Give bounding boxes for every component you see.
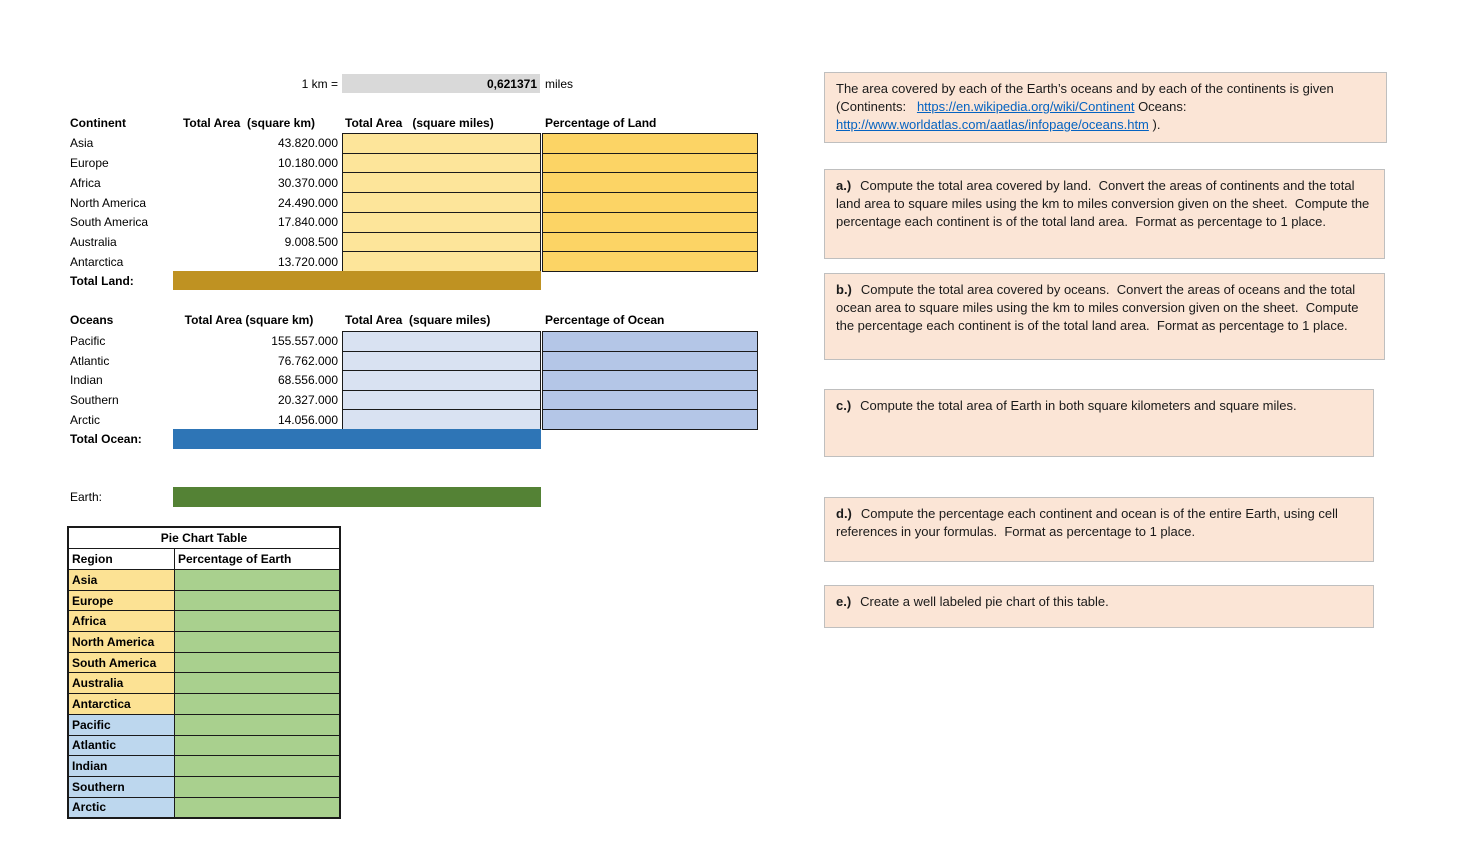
pie-value-cell[interactable] bbox=[175, 715, 339, 735]
pie-value-cell[interactable] bbox=[175, 673, 339, 693]
continent-name: South America bbox=[70, 215, 149, 230]
ocean-name: Arctic bbox=[70, 413, 100, 428]
table-row bbox=[69, 611, 339, 632]
land-miles-cell[interactable] bbox=[343, 134, 540, 154]
intro-text-2: Oceans: bbox=[1134, 99, 1191, 114]
pie-region-cell[interactable]: Southern bbox=[69, 777, 175, 797]
table-row[interactable] bbox=[70, 212, 338, 232]
land-miles-cell[interactable] bbox=[343, 213, 540, 233]
land-percentage-cell[interactable] bbox=[543, 252, 757, 271]
continents-link[interactable]: https://en.wikipedia.org/wiki/Continent bbox=[916, 99, 1135, 114]
ocean-miles-cell[interactable] bbox=[343, 332, 540, 352]
pie-region-cell[interactable]: Europe bbox=[69, 591, 175, 611]
pie-value-cell[interactable] bbox=[175, 756, 339, 776]
area-km-value: 155.557.000 bbox=[271, 333, 338, 348]
land-percentage-cell[interactable] bbox=[543, 213, 757, 233]
table-row[interactable] bbox=[70, 331, 338, 351]
land-rows bbox=[70, 133, 338, 272]
area-km-value: 30.370.000 bbox=[277, 175, 338, 190]
ocean-miles-cell[interactable] bbox=[343, 391, 540, 411]
area-km-value: 13.720.000 bbox=[277, 255, 338, 270]
pie-value-cell[interactable] bbox=[175, 777, 339, 797]
ocean-percentage-cell[interactable] bbox=[543, 410, 757, 429]
intro-text-3: ). bbox=[1148, 117, 1161, 132]
instruction-a-text: Compute the total area covered by land. Convert the areas of continents and the total land area to square miles using the km to miles conversion given on the sheet. Compute the percentage each continent is of the total land area. Format as percentage to 1 place. bbox=[836, 178, 1373, 229]
table-row bbox=[69, 777, 339, 798]
table-row bbox=[69, 715, 339, 736]
pie-value-cell[interactable] bbox=[175, 611, 339, 631]
ocean-header-area-km: Total Area (square km) bbox=[184, 313, 314, 327]
ocean-percentage-cell[interactable] bbox=[543, 391, 757, 411]
instruction-c-note bbox=[824, 389, 1374, 457]
pie-region-cell[interactable]: South America bbox=[69, 653, 175, 673]
table-row[interactable] bbox=[70, 173, 338, 193]
table-row[interactable] bbox=[70, 153, 338, 173]
instruction-a-prefix: a.) bbox=[836, 178, 852, 193]
land-miles-cell[interactable] bbox=[343, 252, 540, 271]
table-row[interactable] bbox=[70, 133, 338, 153]
table-row[interactable] bbox=[70, 232, 338, 252]
area-km-value: 76.762.000 bbox=[277, 353, 338, 368]
continent-name: Antarctica bbox=[70, 255, 124, 270]
instruction-a-note bbox=[824, 169, 1385, 259]
pie-region-cell[interactable]: Atlantic bbox=[69, 736, 175, 756]
table-row bbox=[69, 694, 339, 715]
area-km-value: 14.056.000 bbox=[277, 413, 338, 428]
km-conversion-unit: miles bbox=[545, 77, 574, 91]
ocean-miles-cell[interactable] bbox=[343, 410, 540, 429]
land-miles-cell[interactable] bbox=[343, 154, 540, 174]
area-km-value: 10.180.000 bbox=[277, 155, 338, 170]
instruction-d-note bbox=[824, 497, 1374, 562]
total-ocean-label: Total Ocean: bbox=[70, 432, 142, 446]
earth-label: Earth: bbox=[70, 490, 103, 504]
pie-value-cell[interactable] bbox=[175, 798, 339, 818]
table-row[interactable] bbox=[70, 252, 338, 272]
ocean-header-area-miles: Total Area (square miles) bbox=[345, 313, 491, 327]
pie-header-region: Region bbox=[69, 549, 175, 569]
ocean-rows bbox=[70, 331, 338, 430]
instruction-d-prefix: d.) bbox=[836, 506, 852, 521]
land-miles-cell[interactable] bbox=[343, 233, 540, 253]
instruction-b-prefix: b.) bbox=[836, 282, 852, 297]
total-ocean-bar[interactable] bbox=[173, 429, 541, 449]
pie-value-cell[interactable] bbox=[175, 736, 339, 756]
continent-name: Europe bbox=[70, 155, 109, 170]
instruction-b-text: Compute the total area covered by oceans. Convert the areas of oceans and the total ocean area to square miles using the km to miles conversion given on the sheet. Compute the percentage each continent is of the total land area. Format as percentage to 1 place. bbox=[836, 282, 1363, 333]
instruction-b-note bbox=[824, 273, 1385, 360]
instruction-c-text: Compute the total area of Earth in both square kilometers and square miles. bbox=[860, 398, 1297, 413]
ocean-percentage-column bbox=[542, 331, 758, 430]
continent-name: Australia bbox=[70, 235, 117, 250]
ocean-name: Atlantic bbox=[70, 353, 110, 368]
land-header-percentage: Percentage of Land bbox=[545, 116, 657, 130]
area-km-value: 17.840.000 bbox=[277, 215, 338, 230]
area-km-value: 43.820.000 bbox=[277, 135, 338, 150]
land-percentage-cell[interactable] bbox=[543, 193, 757, 213]
pie-value-cell[interactable] bbox=[175, 591, 339, 611]
table-row[interactable] bbox=[70, 371, 338, 391]
table-row[interactable] bbox=[70, 390, 338, 410]
total-land-bar[interactable] bbox=[173, 271, 541, 290]
land-percentage-column bbox=[542, 133, 758, 272]
pie-value-cell[interactable] bbox=[175, 653, 339, 673]
ocean-percentage-cell[interactable] bbox=[543, 332, 757, 352]
pie-region-cell[interactable]: Antarctica bbox=[69, 694, 175, 714]
instruction-e-prefix: e.) bbox=[836, 594, 852, 609]
land-percentage-cell[interactable] bbox=[543, 154, 757, 174]
ocean-name: Indian bbox=[70, 373, 103, 388]
continent-name: Asia bbox=[70, 135, 94, 150]
ocean-name: Pacific bbox=[70, 333, 106, 348]
table-row[interactable] bbox=[70, 410, 338, 430]
area-km-value: 24.490.000 bbox=[277, 195, 338, 210]
pie-header-percentage: Percentage of Earth bbox=[178, 552, 292, 566]
table-row bbox=[69, 653, 339, 674]
table-row bbox=[69, 798, 339, 818]
km-conversion-value-cell[interactable] bbox=[342, 74, 540, 93]
ocean-miles-cell[interactable] bbox=[343, 352, 540, 372]
table-row bbox=[69, 756, 339, 777]
area-km-value: 68.556.000 bbox=[277, 373, 338, 388]
pie-region-cell[interactable]: North America bbox=[69, 632, 175, 652]
table-row bbox=[69, 591, 339, 612]
land-header-continent: Continent bbox=[70, 116, 126, 130]
pie-table-title: Pie Chart Table bbox=[69, 528, 339, 549]
pie-region-cell[interactable]: Australia bbox=[69, 673, 175, 693]
pie-value-cell[interactable] bbox=[175, 694, 339, 714]
km-conversion-value: 0,621371 bbox=[486, 76, 537, 91]
pie-table-header-row bbox=[69, 549, 339, 570]
table-row[interactable] bbox=[70, 193, 338, 213]
ocean-name: Southern bbox=[70, 393, 119, 408]
land-square-miles-column bbox=[342, 133, 541, 272]
pie-region-cell[interactable]: Asia bbox=[69, 570, 175, 590]
table-row bbox=[69, 673, 339, 694]
table-row bbox=[69, 632, 339, 653]
land-percentage-cell[interactable] bbox=[543, 173, 757, 193]
instruction-e-note bbox=[824, 585, 1374, 628]
land-header-area-miles: Total Area (square miles) bbox=[345, 116, 494, 130]
pie-chart-table bbox=[67, 526, 341, 819]
continent-name: Africa bbox=[70, 175, 101, 190]
area-km-value: 20.327.000 bbox=[277, 393, 338, 408]
continent-name: North America bbox=[70, 195, 147, 210]
earth-bar[interactable] bbox=[173, 487, 541, 507]
oceans-link[interactable]: http://www.worldatlas.com/aatlas/infopage/oceans.htm bbox=[836, 117, 1149, 132]
land-header-area-km: Total Area (square km) bbox=[182, 116, 316, 130]
table-row bbox=[69, 570, 339, 591]
ocean-header-oceans: Oceans bbox=[70, 313, 114, 327]
total-land-label: Total Land: bbox=[70, 274, 134, 288]
land-miles-cell[interactable] bbox=[343, 173, 540, 193]
pie-region-cell[interactable]: Indian bbox=[69, 756, 175, 776]
instruction-e-text: Create a well labeled pie chart of this table. bbox=[860, 594, 1109, 609]
pie-region-cell[interactable]: Africa bbox=[69, 611, 175, 631]
land-percentage-cell[interactable] bbox=[543, 233, 757, 253]
ocean-percentage-cell[interactable] bbox=[543, 352, 757, 372]
ocean-percentage-cell[interactable] bbox=[543, 371, 757, 391]
table-row bbox=[69, 736, 339, 757]
instruction-c-prefix: c.) bbox=[836, 398, 852, 413]
ocean-header-percentage: Percentage of Ocean bbox=[545, 313, 665, 327]
pie-value-cell[interactable] bbox=[175, 632, 339, 652]
ocean-miles-cell[interactable] bbox=[343, 371, 540, 391]
intro-text-1: The area covered by each of the Earth’s oceans and by each of the continents is given (Continents: bbox=[836, 81, 1338, 114]
instruction-d-text: Compute the percentage each continent and ocean is of the entire Earth, using cell references in your formulas. Format as percentage to 1 place. bbox=[836, 506, 1342, 539]
km-conversion-label: 1 km = bbox=[301, 77, 338, 91]
pie-region-cell[interactable]: Arctic bbox=[69, 798, 175, 818]
ocean-square-miles-column bbox=[342, 331, 541, 430]
intro-note bbox=[824, 72, 1387, 143]
pie-value-cell[interactable] bbox=[175, 570, 339, 590]
area-km-value: 9.008.500 bbox=[284, 235, 338, 250]
pie-region-cell[interactable]: Pacific bbox=[69, 715, 175, 735]
table-row[interactable] bbox=[70, 351, 338, 371]
land-percentage-cell[interactable] bbox=[543, 134, 757, 154]
land-miles-cell[interactable] bbox=[343, 193, 540, 213]
